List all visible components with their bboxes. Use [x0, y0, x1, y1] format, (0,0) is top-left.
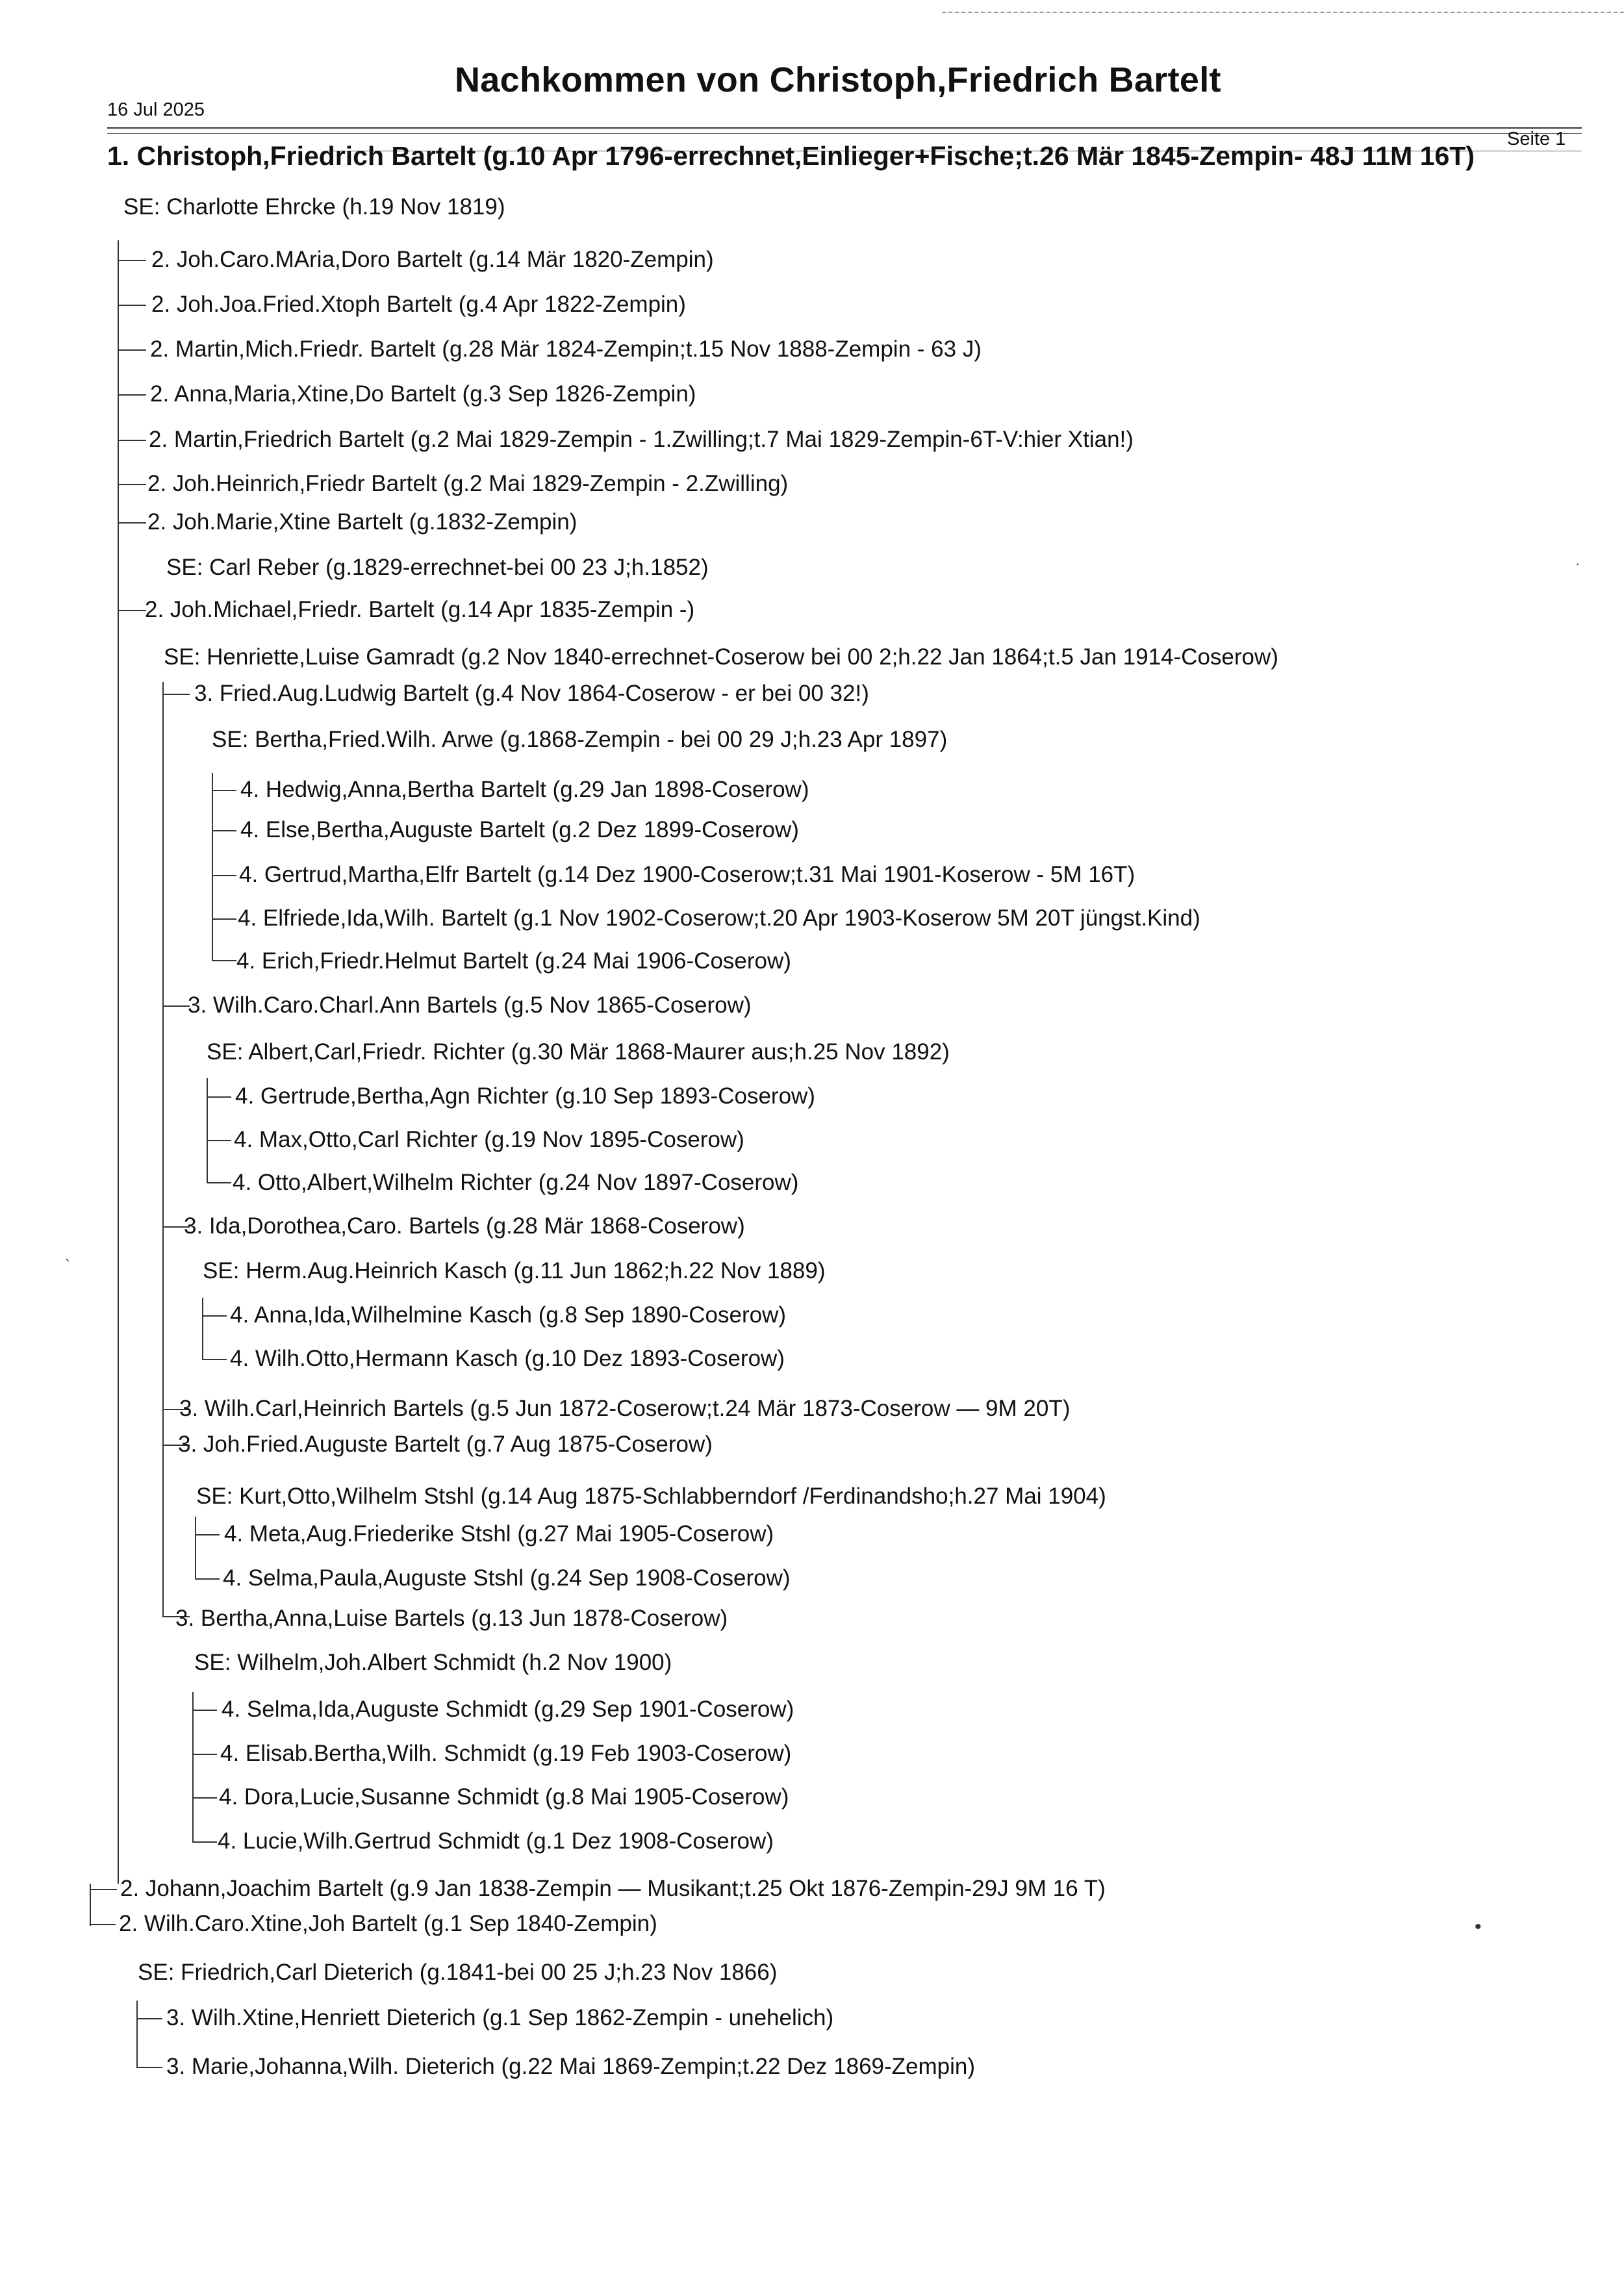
tree-vertical-line — [195, 1517, 196, 1578]
entry-row: 4. Gertrud,Martha,Elfr Bartelt (g.14 Dez 1900-Coserow;t.31 Mai 1901-Koserow - 5M 16T) — [239, 862, 1136, 887]
tree-vertical-line — [162, 682, 164, 1616]
entry-row: 2. Joh.Caro.MAria,Doro Bartelt (g.14 Mär 1820-Zempin) — [151, 247, 714, 272]
entry-row: 1. Christoph,Friedrich Bartelt (g.10 Apr 1796-errechnet,Einlieger+Fische;t.26 Mär 1845-Zempin- 48J 11M 16T) — [107, 141, 1475, 171]
page-title: Nachkommen von Christoph,Friedrich Bartelt — [455, 60, 1221, 99]
tree-branch-line — [118, 394, 146, 396]
header-rule — [107, 127, 1582, 129]
tree-branch-line — [118, 522, 146, 524]
spouse-row: SE: Charlotte Ehrcke (h.19 Nov 1819) — [123, 194, 505, 220]
spouse-row: SE: Carl Reber (g.1829-errechnet-bei 00 23 J;h.1852) — [166, 555, 709, 580]
tree-branch-line — [118, 260, 146, 261]
spouse-row: SE: Henriette,Luise Gamradt (g.2 Nov 1840-errechnet-Coserow bei 00 2;h.22 Jan 1864;t.5 Jan 1914-Coserow) — [164, 644, 1278, 670]
entry-row: 3. Bertha,Anna,Luise Bartels (g.13 Jun 1878-Coserow) — [175, 1606, 728, 1631]
entry-row: 3. Marie,Johanna,Wilh. Dieterich (g.22 Mai 1869-Zempin;t.22 Dez 1869-Zempin) — [166, 2054, 976, 2079]
tree-branch-line — [118, 440, 146, 441]
entry-row: 2. Wilh.Caro.Xtine,Joh Bartelt (g.1 Sep 1840-Zempin) — [119, 1911, 657, 1936]
entry-row: 2. Joh.Heinrich,Friedr Bartelt (g.2 Mai 1829-Zempin - 2.Zwilling) — [147, 471, 789, 496]
tree-vertical-line — [118, 240, 119, 1884]
header-rule-thin — [107, 133, 1582, 134]
tree-branch-line — [192, 1841, 217, 1843]
tree-branch-line — [118, 610, 146, 611]
entry-row: 4. Elisab.Bertha,Wilh. Schmidt (g.19 Feb 1903-Coserow) — [220, 1741, 792, 1766]
entry-row: 3. Ida,Dorothea,Caro. Bartels (g.28 Mär 1868-Coserow) — [184, 1213, 745, 1239]
entry-row: 4. Gertrude,Bertha,Agn Richter (g.10 Sep 1893-Coserow) — [235, 1083, 815, 1109]
entry-row: 4. Dora,Lucie,Susanne Schmidt (g.8 Mai 1905-Coserow) — [219, 1784, 789, 1810]
tree-branch-line — [202, 1315, 227, 1317]
entry-row: 2. Joh.Michael,Friedr. Bartelt (g.14 Apr 1835-Zempin -) — [145, 597, 695, 622]
tree-branch-line — [192, 1797, 217, 1799]
tree-branch-line — [162, 1005, 190, 1007]
tree-branch-line — [195, 1534, 220, 1535]
top-dashed-rule — [942, 12, 1624, 13]
entry-row: 4. Max,Otto,Carl Richter (g.19 Nov 1895-Coserow) — [234, 1127, 744, 1152]
entry-row: 2. Martin,Friedrich Bartelt (g.2 Mai 1829-Zempin - 1.Zwilling;t.7 Mai 1829-Zempin-6T-V:hier Xtian!) — [149, 427, 1134, 452]
tree-branch-line — [192, 1710, 217, 1711]
tree-vertical-line — [212, 773, 213, 960]
tree-branch-line — [195, 1578, 220, 1580]
entry-row: 3. Wilh.Xtine,Henriett Dieterich (g.1 Sep 1862-Zempin - unehelich) — [166, 2005, 834, 2030]
tree-branch-line — [207, 1140, 231, 1141]
tree-branch-line — [90, 1924, 116, 1925]
scan-speck: ` — [65, 1257, 70, 1274]
tree-branch-line — [118, 349, 146, 351]
tree-branch-line — [212, 830, 236, 831]
tree-vertical-line — [207, 1078, 208, 1182]
tree-branch-line — [212, 960, 236, 961]
entry-row: 2. Martin,Mich.Friedr. Bartelt (g.28 Mär 1824-Zempin;t.15 Nov 1888-Zempin - 63 J) — [150, 336, 982, 362]
tree-branch-line — [136, 2018, 162, 2019]
tree-branch-line — [207, 1096, 231, 1098]
entry-row: 4. Meta,Aug.Friederike Stshl (g.27 Mai 1905-Coserow) — [224, 1521, 774, 1547]
tree-vertical-line — [202, 1298, 203, 1359]
spouse-row: SE: Bertha,Fried.Wilh. Arwe (g.1868-Zempin - bei 00 29 J;h.23 Apr 1897) — [212, 727, 948, 752]
entry-row: 3. Joh.Fried.Auguste Bartelt (g.7 Aug 1875-Coserow) — [178, 1432, 713, 1457]
tree-branch-line — [192, 1754, 217, 1755]
tree-vertical-line — [192, 1692, 194, 1841]
entry-row: 4. Hedwig,Anna,Bertha Bartelt (g.29 Jan 1898-Coserow) — [240, 777, 809, 802]
entry-row: 2. Johann,Joachim Bartelt (g.9 Jan 1838-Zempin — Musikant;t.25 Okt 1876-Zempin-29J 9M 16 T) — [120, 1876, 1106, 1901]
tree-branch-line — [118, 484, 146, 485]
entry-row: 3. Wilh.Caro.Charl.Ann Bartels (g.5 Nov 1865-Coserow) — [188, 992, 752, 1018]
tree-branch-line — [212, 875, 236, 876]
tree-branch-line — [212, 790, 236, 791]
entry-row: 2. Anna,Maria,Xtine,Do Bartelt (g.3 Sep 1826-Zempin) — [150, 381, 696, 407]
entry-row: 4. Elfriede,Ida,Wilh. Bartelt (g.1 Nov 1902-Coserow;t.20 Apr 1903-Koserow 5M 20T jüngst.Kind) — [238, 905, 1200, 931]
entry-row: 2. Joh.Marie,Xtine Bartelt (g.1832-Zempin) — [147, 509, 577, 535]
entry-row: 4. Erich,Friedr.Helmut Bartelt (g.24 Mai 1906-Coserow) — [236, 948, 791, 974]
spouse-row: SE: Kurt,Otto,Wilhelm Stshl (g.14 Aug 1875-Schlabberndorf /Ferdinandsho;h.27 Mai 1904) — [196, 1484, 1106, 1509]
print-date: 16 Jul 2025 — [107, 99, 205, 120]
spouse-row: SE: Wilhelm,Joh.Albert Schmidt (h.2 Nov 1900) — [194, 1650, 672, 1675]
tree-branch-line — [118, 305, 146, 306]
scan-speck: • — [1475, 1916, 1482, 1938]
entry-row: 2. Joh.Joa.Fried.Xtoph Bartelt (g.4 Apr 1822-Zempin) — [151, 292, 686, 317]
entry-row: 4. Wilh.Otto,Hermann Kasch (g.10 Dez 1893-Coserow) — [230, 1346, 785, 1371]
entry-row: 4. Anna,Ida,Wilhelmine Kasch (g.8 Sep 1890-Coserow) — [230, 1302, 787, 1328]
entry-row: 4. Lucie,Wilh.Gertrud Schmidt (g.1 Dez 1908-Coserow) — [218, 1828, 774, 1854]
spouse-row: SE: Friedrich,Carl Dieterich (g.1841-bei 00 25 J;h.23 Nov 1866) — [138, 1960, 778, 1985]
spouse-row: SE: Herm.Aug.Heinrich Kasch (g.11 Jun 1862;h.22 Nov 1889) — [203, 1258, 826, 1283]
tree-vertical-line — [136, 2001, 138, 2067]
entry-row: 3. Fried.Aug.Ludwig Bartelt (g.4 Nov 1864-Coserow - er bei 00 32!) — [194, 681, 869, 706]
tree-branch-line — [202, 1359, 227, 1360]
entry-row: 3. Wilh.Carl,Heinrich Bartels (g.5 Jun 1872-Coserow;t.24 Mär 1873-Coserow — 9M 20T) — [179, 1396, 1071, 1421]
tree-branch-line — [207, 1182, 231, 1183]
tree-branch-line — [136, 2067, 162, 2068]
page-number: Seite 1 — [1507, 129, 1566, 149]
entry-row: 4. Else,Bertha,Auguste Bartelt (g.2 Dez 1899-Coserow) — [240, 817, 799, 842]
spouse-row: SE: Albert,Carl,Friedr. Richter (g.30 Mär 1868-Maurer aus;h.25 Nov 1892) — [207, 1039, 950, 1065]
tree-branch-line — [212, 918, 236, 920]
scan-speck: · — [1575, 555, 1580, 572]
entry-row: 4. Selma,Paula,Auguste Stshl (g.24 Sep 1908-Coserow) — [223, 1565, 791, 1591]
entry-row: 4. Selma,Ida,Auguste Schmidt (g.29 Sep 1901-Coserow) — [222, 1697, 794, 1722]
entry-row: 4. Otto,Albert,Wilhelm Richter (g.24 Nov 1897-Coserow) — [233, 1170, 799, 1195]
tree-branch-line — [162, 694, 190, 695]
tree-branch-line — [90, 1889, 117, 1890]
